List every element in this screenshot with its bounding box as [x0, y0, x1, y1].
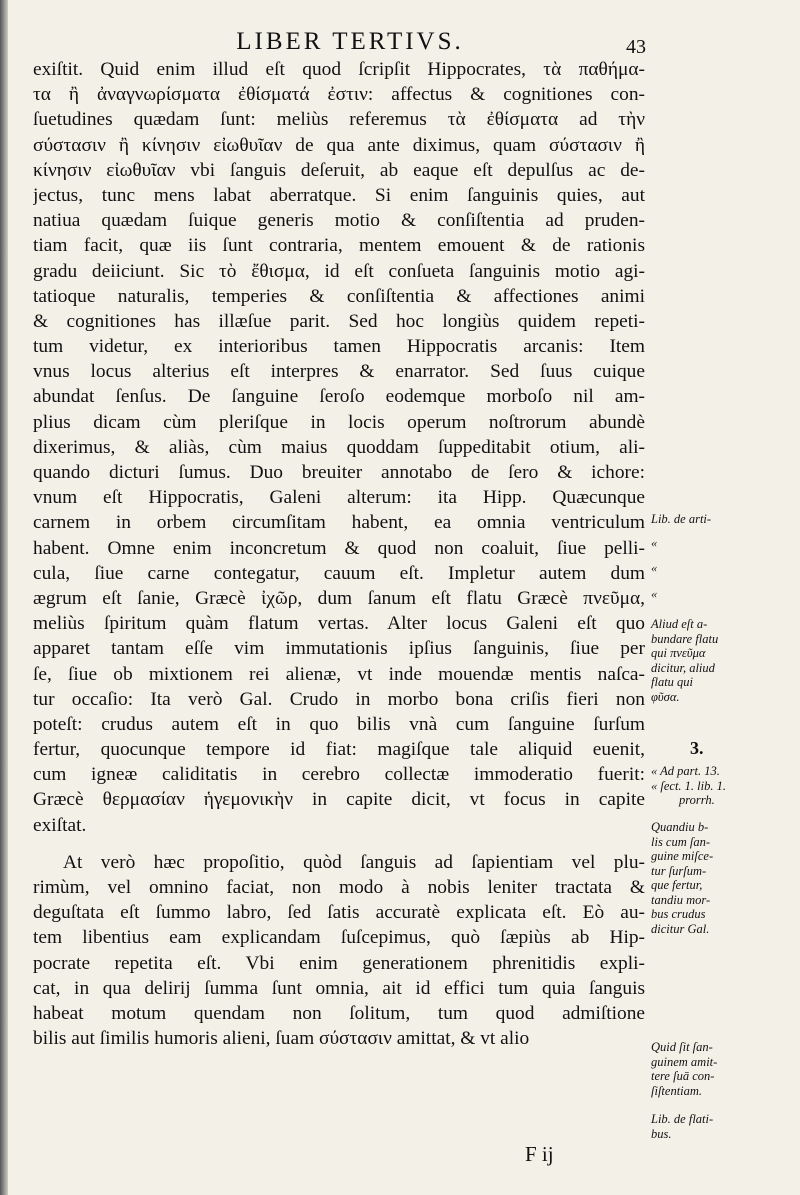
margin-line: que fertur, [651, 878, 703, 892]
text-line: meliùs ſpiritum quàm flatum vertas. Alter locus Galeni eſt quo [33, 613, 645, 635]
margin-line: bundare flatu [651, 631, 719, 646]
running-title: LIBER TERTIVS. [236, 28, 464, 55]
text-line: exiſtat. [33, 814, 87, 836]
margin-note-de-flatibus [651, 1112, 771, 1141]
text-line: cat, in qua delirij ſumma ſunt omnia, ait id effici tum quia ſanguis [33, 977, 645, 999]
margin-line: guine miſce- [651, 849, 714, 863]
margin-note-flatus [651, 617, 771, 704]
margin-line: Quandiu b- [651, 820, 709, 834]
text-line: κίνησιν εἰωθυῖαν vbi ſanguis deſeruit, ab eaque eſt depulſus ac de- [33, 159, 645, 181]
margin-line: Lib. de flati- [651, 1112, 714, 1126]
text-line: τα ἢ ἀναγνωρίσματα ἐθίσματά ἐστιν: affectus & cognitiones con- [33, 84, 645, 106]
text-line: bilis aut ſimilis humoris alieni, ſuam σύστασιν amittat, & vt alio [33, 1028, 530, 1050]
text-line: deguſtata eſt ſummo labro, ſed ſatis accuratè explicata eſt. Eò au- [33, 902, 645, 924]
margin-line: dicitur, aliud [651, 660, 715, 675]
text-line: cum igneæ caliditatis in cerebro collectæ immoderatio fuerit: [33, 764, 645, 786]
text-line: rimùm, vel omnino faciat, non modo à nobis leniter tractata & [33, 877, 645, 898]
main-text-block [33, 57, 645, 1051]
text-line: gradu deiiciunt. Sic τὸ ἔθισμα, id eſt conſueta ſanguinis motio agi- [33, 260, 645, 282]
text-line: poteſt: crudus autem eſt in quo bilis vnà cum ſanguine ſurſum [33, 713, 645, 735]
margin-line: « ſect. 1. lib. 1. [651, 778, 726, 793]
margin-line: tandiu mor- [651, 892, 711, 907]
text-line: tiam facit, quæ iis ſunt contraria, mentem emouent & de rationis [33, 235, 645, 257]
margin-line: Quid ſit ſan- [651, 1040, 713, 1054]
margin-line: bus. [651, 1126, 672, 1141]
margin-note-ad-part [651, 764, 771, 808]
text-line: dixerimus, & aliàs, cùm maius quoddam ſuppeditabit otium, ali- [33, 436, 645, 458]
margin-line: guinem amit- [651, 1054, 718, 1069]
margin-note-lib-de-arti [651, 512, 771, 601]
text-line: tem libentius eam explicandam ſuſcepimus, quò ſæpiùs ab Hip- [33, 927, 645, 949]
margin-line: tere ſuā con- [651, 1069, 715, 1083]
text-line: & cognitiones has illæſue parit. Sed hoc longiùs quidem repeti- [33, 310, 645, 332]
text-line: quando dicturi ſumus. Duo breuiter annotabo de ſero & ichore: [33, 462, 645, 483]
text-line: ſuetudines quædam ſunt: meliùs referemus τὰ ἐθίσματα ad τὴν [33, 109, 645, 131]
margin-line: « Ad part. 13. [651, 764, 720, 778]
text-line: ægrum eſt ſanie, Græcè ἰχῶρ, dum ſanum eſt flatu Græcè πνεῦμα, [33, 587, 645, 609]
text-line: ſe, ſiue ob mixtionem rei alienæ, vt inde mouendæ mentis naſca- [33, 663, 645, 685]
text-line: tatioque naturalis, temperies & conſiſtentia & affectiones animi [33, 285, 645, 307]
text-line: exiſtit. Quid enim illud eſt quod ſcripſit Hippocrates, τὰ παθήμα- [33, 59, 645, 80]
text-line: habent. Omne enim inconcretum & quod non coaluit, ſiue pelli- [33, 537, 645, 559]
margin-line: « [651, 535, 658, 550]
text-line: At verò hæc propoſitio, quòd ſanguis ad ſapientiam vel plu- [63, 851, 645, 873]
text-line: Græcè θερμασίαν ἡγεμονικὴν in capite dicit, vt focus in capite [33, 789, 645, 811]
margin-note-quid-sit [651, 1040, 771, 1098]
text-line: habeat motum quendam non ſolitum, tum quod admiſtione [33, 1002, 645, 1024]
text-line: vnus locus alterius eſt interpres & enarrator. Sed ſuus cuique [33, 361, 645, 383]
text-line: jectus, tunc mens labat aberratque. Si enim ſanguinis quies, aut [33, 184, 645, 206]
gutter-shadow [0, 0, 8, 1195]
margin-line: dicitur Gal. [651, 921, 710, 936]
text-line: pocrate repetita eſt. Vbi enim generationem phrenitidis expli- [33, 952, 645, 974]
margin-number: 3. [690, 738, 704, 758]
text-line: abundat ſenſus. De ſanguine ſeroſo eodemque morboſo nil am- [33, 386, 645, 408]
margin-line: φῦσα. [651, 689, 680, 704]
margin-line: Lib. de arti- [651, 512, 712, 526]
margin-line: flatu qui [651, 675, 694, 689]
text-line: fertur, quocunque tempore id fiat: magiſque tale aliquid euenit, [33, 739, 645, 761]
text-line: tur occaſio: Ita verò Gal. Crudo in morbo bona criſis fieri non [33, 688, 645, 710]
text-line: tum videtur, ex interioribus tamen Hippocratis arcanis: Item [33, 336, 645, 358]
margin-line: « [651, 586, 658, 601]
margin-line: tur ſurſum- [651, 863, 707, 878]
margin-line: qui πνεῦμα [651, 646, 706, 660]
text-line: cula, ſiue carne contegatur, cauum eſt. Impletur autem dum [33, 562, 645, 584]
text-line: vnum eſt Hippocratis, Galeni alterum: ita Hipp. Quæcunque [33, 487, 645, 509]
margin-line: bus crudus [651, 907, 706, 921]
page-number: 43 [626, 36, 646, 58]
margin-line: prorrh. [679, 793, 715, 807]
margin-line: Aliud eſt a- [651, 617, 708, 631]
text-line: σύστασιν ἢ κίνησιν εἰωθυῖαν de qua ante diximus, quam σύστασιν ἢ [33, 134, 645, 156]
text-line: carnem in orbem circumſitam habent, ea omnia ventriculum [33, 512, 645, 534]
text-line: plius dicam cùm pleriſque in locis operum noſtrorum abundè [33, 411, 645, 433]
signature-mark: F ij [525, 1142, 554, 1166]
margin-note-quandiu [651, 820, 771, 936]
margin-line: ſiſtentiam. [651, 1083, 703, 1098]
margin-line: lis cum ſan- [651, 834, 711, 849]
margin-line: « [651, 561, 658, 575]
text-line: natiua quædam ſuique generis motio & conſiſtentia ad pruden- [33, 210, 645, 232]
text-line: apparet tantam eſſe vim immutationis ipſius ſanguinis, ſiue per [33, 638, 645, 660]
